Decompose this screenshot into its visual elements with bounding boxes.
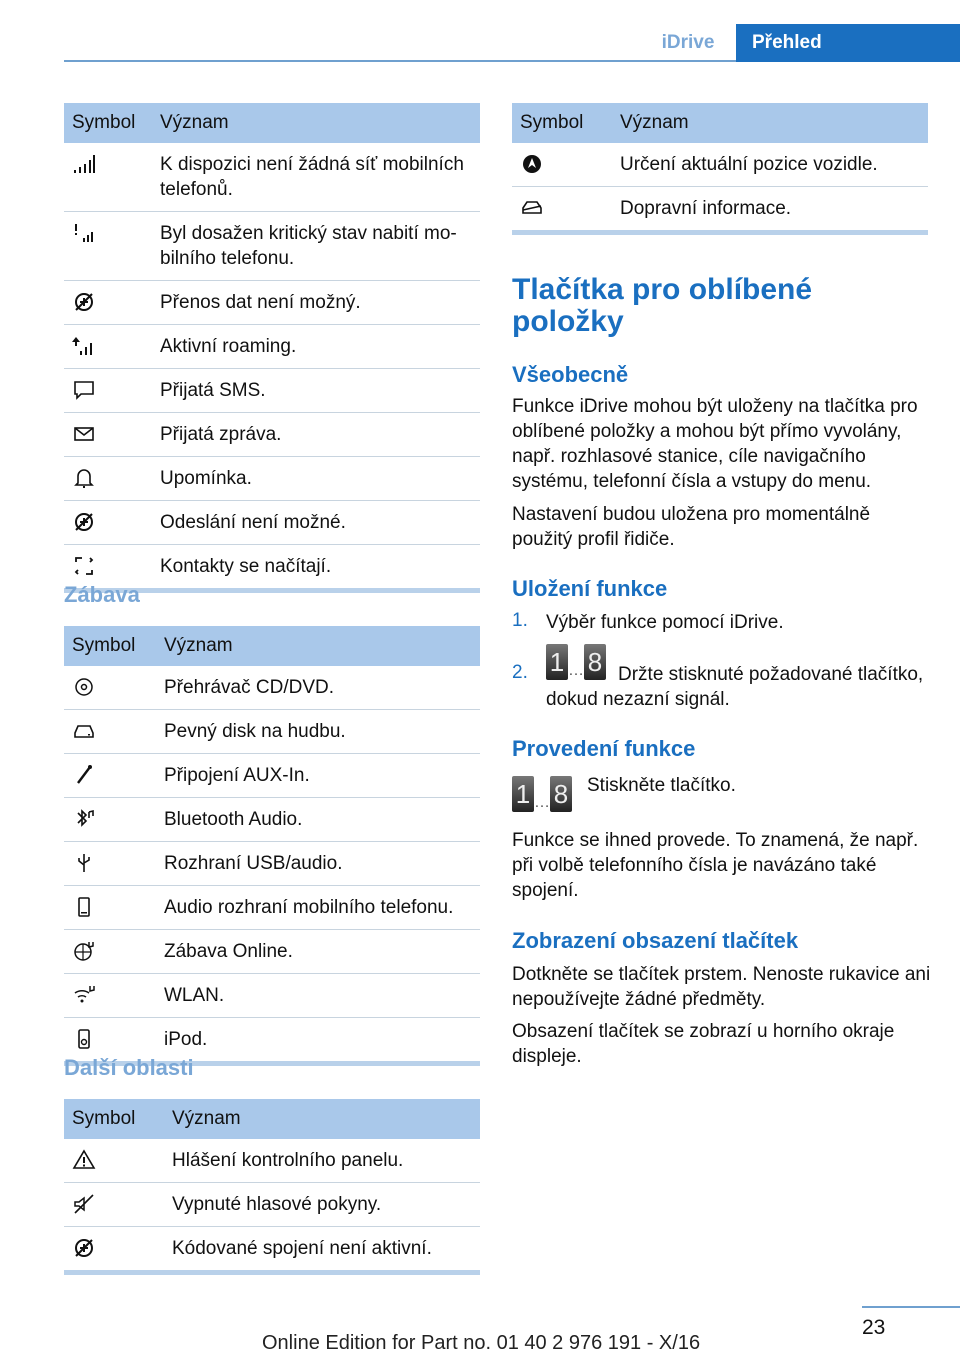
- symbol-cell: [64, 842, 156, 886]
- meaning-cell: Odeslání není možné.: [152, 501, 480, 545]
- warning-icon: [72, 1148, 96, 1172]
- meaning-cell: Přijatá zpráva.: [152, 413, 480, 457]
- meaning-cell: Přijatá SMS.: [152, 369, 480, 413]
- step-2-number: 2.: [512, 662, 528, 683]
- table-row: [64, 754, 480, 798]
- dalsi-heading: Další oblasti: [64, 1055, 194, 1080]
- general-paragraph-1: Funkce iDrive mohou být uloženy na tlačítka pro oblíbené položky a mohou být přímo vyvolány, např. rozhlasové stanice, cíle navigačního systému, telefonní čísla a vstupy do menu.: [512, 396, 918, 492]
- table-row: [64, 930, 480, 974]
- meaning-cell: Audio rozhraní mobilního telefonu.: [156, 886, 480, 930]
- meaning-cell: WLAN.: [156, 974, 480, 1018]
- col-meaning: Význam: [152, 103, 480, 143]
- footer-rule: [862, 1306, 960, 1308]
- table-row: [64, 369, 480, 413]
- meaning-cell: K dispozici není žádná síť mobilních telefonů.: [152, 143, 480, 212]
- navigation-symbol-table: [512, 103, 928, 235]
- col-meaning: Význam: [612, 103, 928, 143]
- step-2-text: Držte stisknuté požadované tlačítko, dokud nezazní signál.: [546, 664, 924, 710]
- table-row: [64, 974, 480, 1018]
- symbol-cell: [64, 1227, 164, 1273]
- usb-icon: [72, 851, 96, 875]
- meaning-cell: Dopravní informace.: [612, 187, 928, 233]
- edition-footer: Online Edition for Part no. 01 40 2 976 191 - X/16: [262, 1332, 701, 1354]
- meaning-cell: Kódované spojení není aktivní.: [164, 1227, 480, 1273]
- symbol-cell: [64, 930, 156, 974]
- table-row: [64, 212, 480, 281]
- meaning-cell: Kontakty se načítají.: [152, 545, 480, 591]
- header-chapter: Přehled: [736, 24, 960, 62]
- mail-icon: [72, 422, 96, 446]
- symbol-cell: [512, 187, 612, 233]
- hard-disk-icon: [72, 719, 96, 743]
- entertainment-symbol-table: [64, 626, 480, 1066]
- execute-text: Stiskněte tlačítko.: [587, 775, 736, 796]
- page-number: 23: [862, 1316, 886, 1339]
- table-row: [64, 842, 480, 886]
- meaning-cell: Bluetooth Audio.: [156, 798, 480, 842]
- col-meaning: Význam: [164, 1099, 480, 1139]
- wlan-icon: [72, 983, 96, 1007]
- other-symbol-table: [64, 1099, 480, 1275]
- table-row: [64, 457, 480, 501]
- table-row: [64, 1139, 480, 1183]
- execute-heading: Provedení funkce: [512, 736, 696, 761]
- sms-icon: [72, 378, 96, 402]
- meaning-cell: Přehrávač CD/DVD.: [156, 666, 480, 710]
- bell-icon: [72, 466, 96, 490]
- symbol-cell: [64, 754, 156, 798]
- symbol-cell: [64, 798, 156, 842]
- favorite-keys-graphic-2: [512, 776, 572, 812]
- table-row: [64, 281, 480, 325]
- symbol-cell: [64, 1139, 164, 1183]
- roaming-icon: [72, 334, 96, 358]
- symbol-cell: [64, 1183, 164, 1227]
- table-row: [64, 325, 480, 369]
- step-1-number: 1.: [512, 610, 528, 631]
- key-ellipsis: …: [568, 662, 584, 679]
- symbol-cell: [64, 212, 152, 281]
- table-row: [64, 143, 480, 212]
- symbol-cell: [64, 710, 156, 754]
- favorite-key-8: 8: [550, 776, 572, 812]
- meaning-cell: Aktivní roaming.: [152, 325, 480, 369]
- voice-off-icon: [72, 1192, 96, 1216]
- key-ellipsis: …: [534, 794, 550, 811]
- no-data-icon: [72, 290, 96, 314]
- display-paragraph-1: Dotkněte se tlačítek prstem. Nenoste rukavice ani nepoužívejte žádné předměty.: [512, 964, 931, 1010]
- col-symbol: Symbol: [64, 1099, 164, 1139]
- general-heading: Všeobecně: [512, 362, 629, 387]
- favorite-key-1: 1: [546, 644, 568, 680]
- table-row: [64, 501, 480, 545]
- phone-audio-icon: [72, 895, 96, 919]
- col-symbol: Symbol: [64, 626, 156, 666]
- step-1-text: Výběr funkce pomocí iDrive.: [546, 612, 784, 633]
- symbol-cell: [64, 501, 152, 545]
- table-row: [64, 1227, 480, 1273]
- table-row: [64, 798, 480, 842]
- table-row: [64, 413, 480, 457]
- symbol-cell: [64, 281, 152, 325]
- meaning-cell: Hlášení kontrolního panelu.: [164, 1139, 480, 1183]
- symbol-cell: [64, 325, 152, 369]
- symbol-cell: [64, 143, 152, 212]
- globe-music-icon: [72, 939, 96, 963]
- symbol-cell: [64, 457, 152, 501]
- general-paragraph-2: Nastavení budou uložena pro momentálně použitý profil řidiče.: [512, 504, 871, 550]
- meaning-cell: Vypnuté hlasové pokyny.: [164, 1183, 480, 1227]
- meaning-cell: Přenos dat není možný.: [152, 281, 480, 325]
- ipod-icon: [72, 1027, 96, 1051]
- symbol-cell: [64, 666, 156, 710]
- col-symbol: Symbol: [64, 103, 152, 143]
- traffic-info-icon: [520, 196, 544, 220]
- symbol-cell: [64, 974, 156, 1018]
- position-icon: [520, 152, 544, 176]
- meaning-cell: Upomínka.: [152, 457, 480, 501]
- save-heading: Uložení funkce: [512, 576, 668, 601]
- table-row: [512, 143, 928, 187]
- table-row: [64, 886, 480, 930]
- symbol-cell: [64, 413, 152, 457]
- favorites-title: Tlačítka pro oblíbené položky: [512, 273, 813, 338]
- meaning-cell: Pevný disk na hudbu.: [156, 710, 480, 754]
- contacts-loading-icon: [72, 554, 96, 578]
- phone-symbol-table: [64, 103, 480, 593]
- aux-plug-icon: [72, 763, 96, 787]
- col-meaning: Význam: [156, 626, 480, 666]
- meaning-cell: Byl dosažen kritický stav nabití mobilního telefonu.: [152, 212, 480, 281]
- zabava-heading: Zábava: [64, 582, 140, 607]
- col-symbol: Symbol: [512, 103, 612, 143]
- symbol-cell: [64, 886, 156, 930]
- execute-paragraph: Funkce se ihned provede. To znamená, že např. při volbě telefonního čísla je navázáno také spojení.: [512, 830, 919, 901]
- favorite-key-1: 1: [512, 776, 534, 812]
- disc-icon: [72, 675, 96, 699]
- table-row: [64, 666, 480, 710]
- favorite-key-8: 8: [584, 644, 606, 680]
- display-paragraph-2: Obsazení tlačítek se zobrazí u horního okraje displeje.: [512, 1021, 895, 1067]
- bluetooth-audio-icon: [72, 807, 96, 831]
- meaning-cell: Připojení AUX-In.: [156, 754, 480, 798]
- meaning-cell: iPod.: [156, 1018, 480, 1064]
- symbol-cell: [64, 369, 152, 413]
- meaning-cell: Určení aktuální pozice vozidle.: [612, 143, 928, 187]
- symbol-cell: [512, 143, 612, 187]
- table-row: [512, 187, 928, 233]
- meaning-cell: Rozhraní USB/audio.: [156, 842, 480, 886]
- send-disabled-icon: [72, 510, 96, 534]
- no-signal-icon: [72, 152, 96, 176]
- meaning-cell: Zábava Online.: [156, 930, 480, 974]
- encryption-off-icon: [72, 1236, 96, 1260]
- display-heading: Zobrazení obsazení tlačítek: [512, 928, 799, 953]
- battery-critical-icon: [72, 221, 96, 245]
- table-row: [64, 710, 480, 754]
- header-section: iDrive: [661, 32, 715, 53]
- table-row: [64, 1183, 480, 1227]
